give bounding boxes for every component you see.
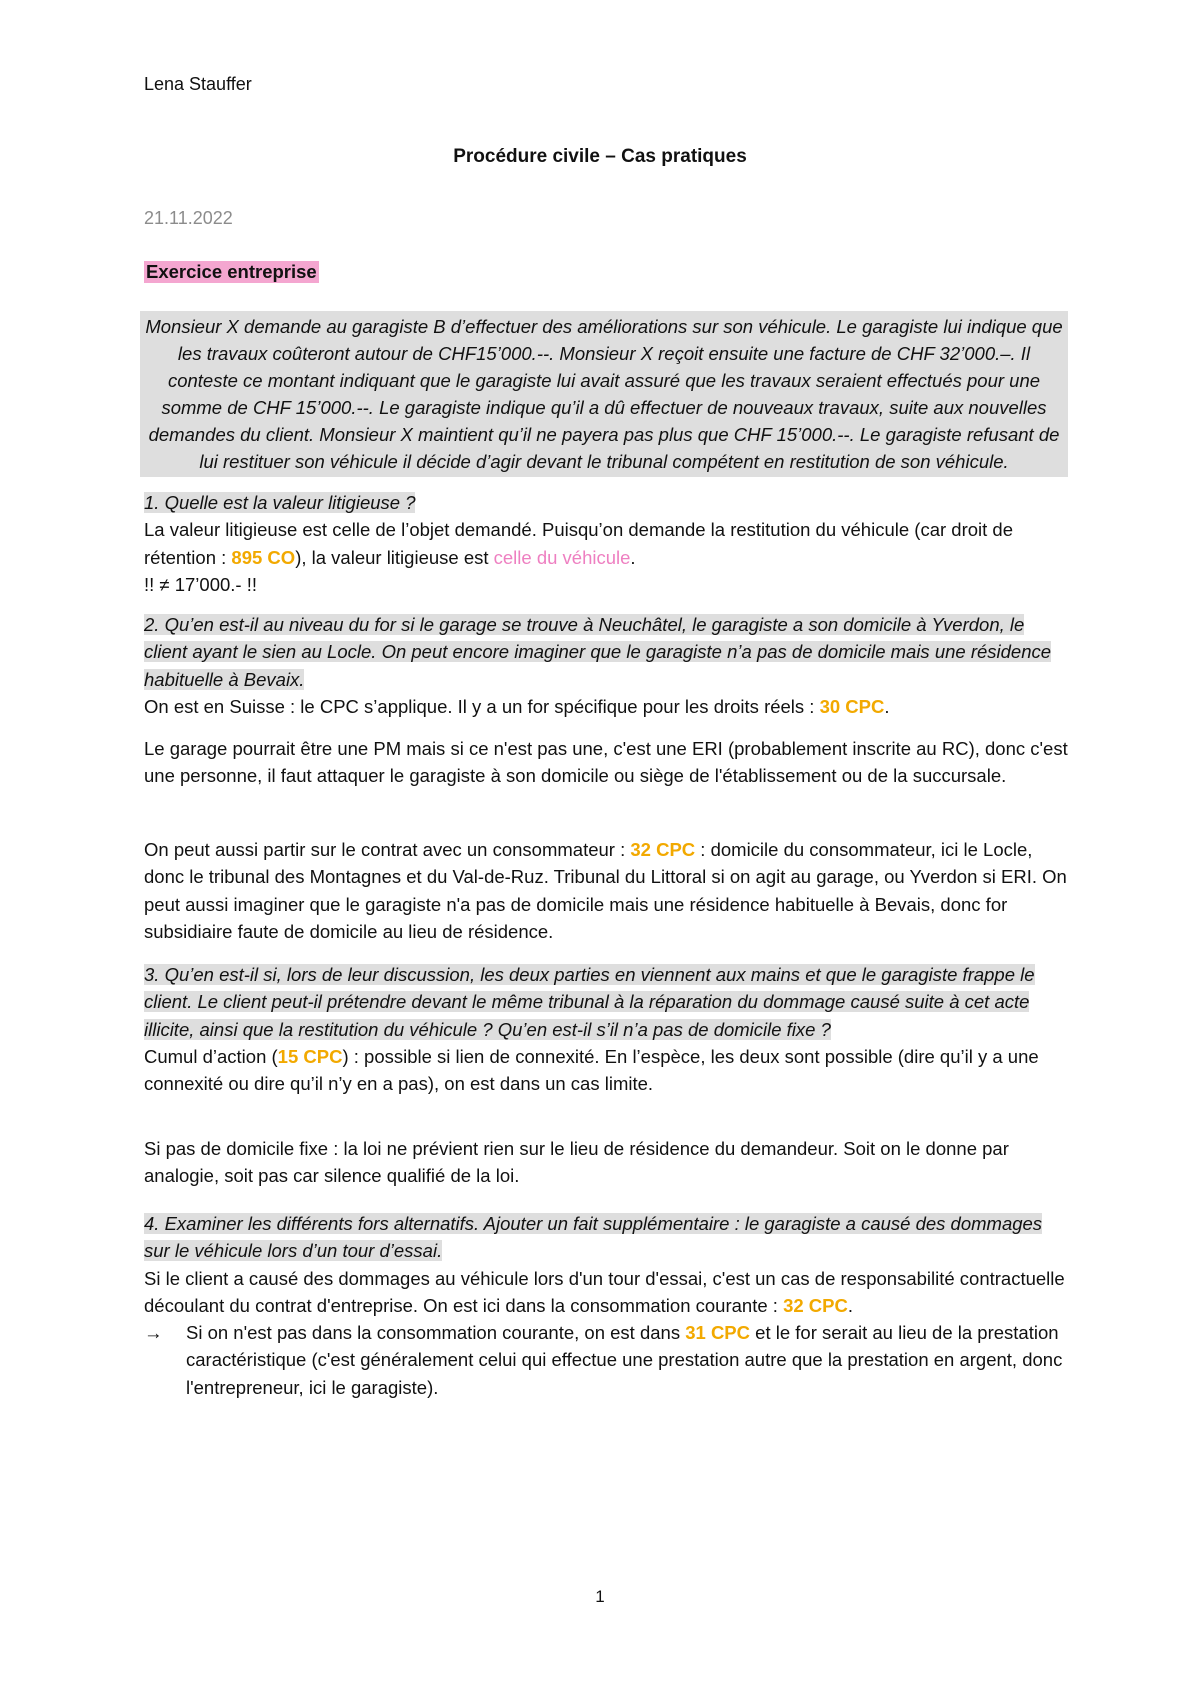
case-statement-box: Monsieur X demande au garagiste B d’effectuer des améliorations sur son véhicule. Le garagiste lui indique que les travaux coûteront autour de CHF15’000.--. Monsieur X reçoit ensuite une facture de CHF 32’000.–. Il conteste ce montant indiquant que le garagiste lui avait assuré que les travaux seraient effectués pour une somme de CHF 15’000.--. Le garagiste indique qu’il a dû effectuer de nouveaux travaux, suite aux nouvelles demandes du client. Monsieur X maintient qu’il ne payera pas plus que CHF 15’000.--. Le garagiste refusant de lui restituer son véhicule il décide d’agir devant le tribunal compétent en restitution de son véhicule. [140, 311, 1068, 477]
question-2: 2. Qu’en est-il au niveau du for si le garage se trouve à Neuchâtel, le garagiste a son domicile à Yverdon, le client ayant le sien au Locle. On peut encore imaginer que le garagiste n’a pas de domicile mais une résidence habituelle à Bevaix. [144, 614, 1052, 690]
ref-30-cpc: 30 CPC [819, 695, 885, 717]
ref-31-cpc: 31 CPC [685, 1322, 751, 1344]
question-3-block [144, 961, 1068, 1097]
answer-3: Cumul d’action (15 CPC) : possible si lien de connexité. En l’espèce, les deux sont possible (dire qu’il y a une connexité ou dire qu’il n’y en a pas), on est dans un cas limite. [144, 1045, 1039, 1095]
answer-3-paragraph-2: Si pas de domicile fixe : la loi ne prévient rien sur le lieu de résidence du demandeur. Soit on le donne par analogie, soit pas car silence qualifié de la loi. [144, 1138, 1009, 1187]
highlight-vehicule: celle du véhicule [493, 546, 631, 568]
question-4-block [144, 1210, 1068, 1401]
answer-1: La valeur litigieuse est celle de l’objet demandé. Puisqu’on demande la restitution du véhicule (car droit de rétention : 895 CO), la valeur litigieuse est celle du véhicule. [144, 519, 1013, 568]
ref-895-co: 895 CO [231, 546, 296, 568]
answer-2: On est en Suisse : le CPC s’applique. Il y a un for spécifique pour les droits réels : 30 CPC. [144, 695, 890, 717]
answer-1-note: !! ≠ 17’000.- !! [144, 573, 257, 595]
answer-2-paragraph-3: On peut aussi partir sur le contrat avec un consommateur : 32 CPC : domicile du consommateur, ici le Locle, donc le tribunal des Montagnes et du Val-de-Ruz. Tribunal du Littoral si on agit au garage, ou Yverdon si ERI. On peut aussi imaginer que le garagiste n'a pas de domicile mais une résidence habituelle à Bevais, donc for subsidiaire faute de domicile au lieu de résidence. [144, 839, 1067, 942]
question-3: 3. Qu’en est-il si, lors de leur discussion, les deux parties en viennent aux mains et que le garagiste frappe le client. Le client peut-il prétendre devant le même tribunal à la réparation du dommage causé suite à cet acte illicite, ainsi que la restitution du véhicule ? Qu’en est-il s’il n’a pas de domicile fixe ? [144, 964, 1035, 1040]
question-4: 4. Examiner les différents fors alternatifs. Ajouter un fait supplémentaire : le garagiste a causé des dommages sur le véhicule lors d’un tour d’essai. [144, 1213, 1043, 1262]
page-number: 1 [595, 1587, 605, 1606]
answer-4: Si le client a causé des dommages au véhicule lors d'un tour d'essai, c'est un cas de responsabilité contractuelle découlant du contrat d'entreprise. On est ici dans la consommation courante : 32 CPC. [144, 1267, 1065, 1316]
ref-15-cpc: 15 CPC [277, 1045, 343, 1067]
header-author: Lena Stauffer [144, 74, 252, 94]
arrow-icon: → [144, 1322, 163, 1344]
answer-2-paragraph-2: Le garage pourrait être une PM mais si ce n'est pas une, c'est une ERI (probablement inscrite au RC), donc c'est une personne, il faut attaquer le garagiste à son domicile ou siège de l'établissement ou de la succursale. [144, 738, 1068, 787]
document-date: 21.11.2022 [144, 208, 233, 228]
ref-32-cpc: 32 CPC [630, 839, 696, 860]
question-1-block [144, 489, 1068, 598]
document-title: Procédure civile – Cas pratiques [453, 146, 747, 167]
section-title: Exercice entreprise [146, 261, 317, 282]
question-2-block [144, 611, 1068, 720]
ref-32-cpc-2: 32 CPC [783, 1294, 848, 1316]
question-1: 1. Quelle est la valeur litigieuse ? [144, 492, 416, 513]
answer-4-arrow-item: → Si on n'est pas dans la consommation courante, on est dans 31 CPC et le for serait au lieu de la prestation caractéristique (c'est généralement celui qui effectue une prestation autre que la prestation en argent, donc l'entrepreneur, ici le garagiste). [144, 1319, 1068, 1401]
